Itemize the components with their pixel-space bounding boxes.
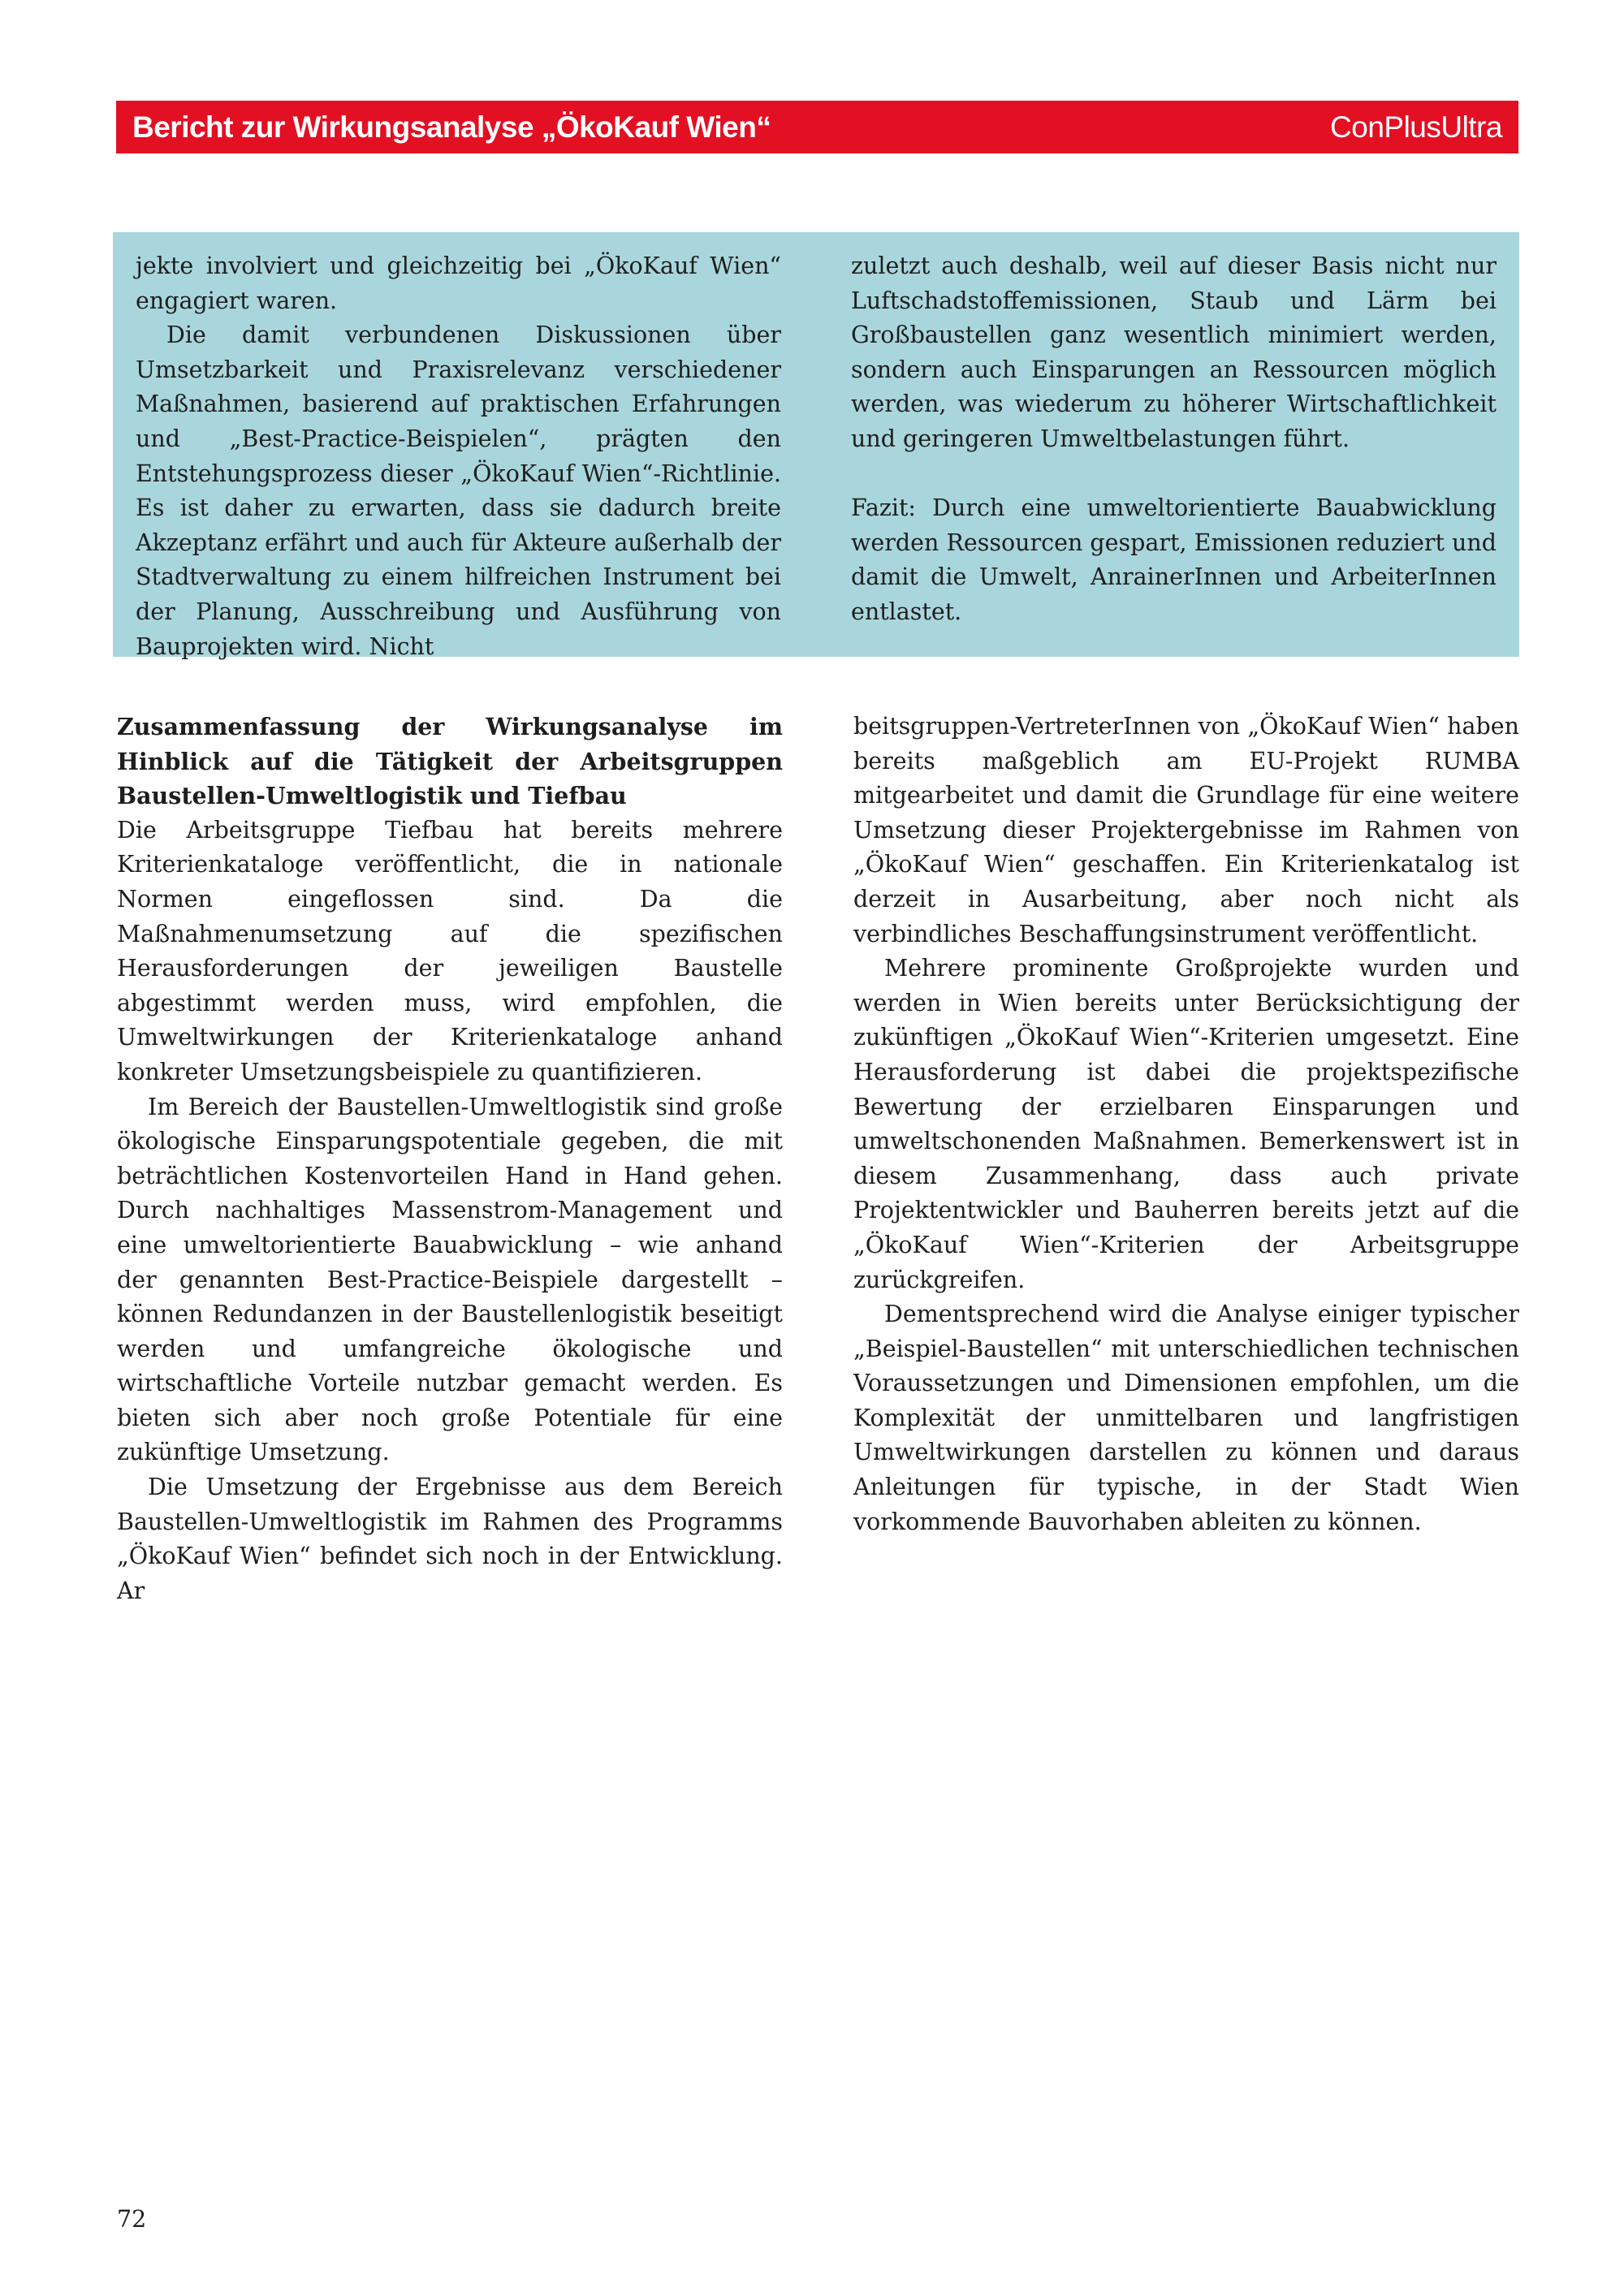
highlight-left-column (136, 249, 781, 664)
paragraph: Mehrere prominente Großprojekte wurden und werden in Wien bereits unter Berücksichtigung der zukünftigen „ÖkoKauf Wien“-Kriterien umgesetzt. Eine Herausforderung ist dabei die projektspezifische Bewertung der erzielbaren Einsparungen und umweltschonenden Maßnahmen. Bemerkenswert ist in diesem Zusammenhang, dass auch private Projektentwickler und Bauherren bereits jetzt auf die „ÖkoKauf Wien“-Kriterien der Arbeitsgruppe zurückgreifen. (853, 955, 1519, 1293)
paragraph: Dementsprechend wird die Analyse einiger typischer „Beispiel-Baustellen“ mit unterschiedlichen technischen Voraussetzungen und Dimensionen empfohlen, um die Komplexität der unmittelbaren und langfristigen Umweltwirkungen darstellen zu können und daraus Anleitungen für typische, in der Stadt Wien vorkommende Bauvorhaben ableiten zu können. (853, 1301, 1519, 1535)
report-title: Bericht zur Wirkungsanalyse „ÖkoKauf Wien“ (132, 110, 771, 144)
brand-name: ConPlusUltra (1330, 110, 1502, 144)
highlight-right-column (851, 249, 1497, 630)
paragraph: Im Bereich der Baustellen-Umweltlogistik sind große ökologische Einsparungspotentiale gegeben, die mit beträchtlichen Kostenvorteilen Hand in Hand gehen. Durch nachhaltiges Massenstrom-Management und eine umweltorientierte Bauabwicklung – wie anhand der genannten Best-Practice-Beispiele dargestellt – können Redundanzen in der Baustellenlogistik beseitigt werden und umfangreiche ökologische und wirtschaftliche Vorteile nutzbar gemacht werden. Es bieten sich aber noch große Potentiale für eine zukünftige Umsetzung. (117, 1093, 783, 1466)
paragraph: zuletzt auch deshalb, weil auf dieser Basis nicht nur Luftschadstoffemissionen, Staub und Lärm bei Großbaustellen ganz wesentlich minimiert werden, sondern auch Einsparungen an Ressourcen möglich werden, was wiederum zu höherer Wirtschaftlichkeit und geringeren Umweltbelastungen führt. (851, 252, 1497, 452)
page-number: 72 (117, 2206, 147, 2233)
paragraph: Die Umsetzung der Ergebnisse aus dem Bereich Baustellen-Umweltlogistik im Rahmen des Programms „ÖkoKauf Wien“ befindet sich noch in der Entwicklung. Ar (117, 1474, 783, 1604)
conclusion-paragraph: Fazit: Durch eine umweltorientierte Bauabwicklung werden Ressourcen gespart, Emissionen reduziert und damit die Umwelt, AnrainerInnen und ArbeiterInnen entlastet. (851, 494, 1497, 625)
paragraph: Die damit verbundenen Diskussionen über Umsetzbarkeit und Praxisrelevanz verschiedener Maßnahmen, basierend auf praktischen Erfahrungen und „Best-Practice-Beispielen“, prägten den Entstehungsprozess dieser „ÖkoKauf Wien“-Richtlinie. Es ist daher zu erwarten, dass sie dadurch breite Akzeptanz erfährt und auch für Akteure außerhalb der Stadtverwaltung zu einem hilfreichen Instrument bei der Planung, Ausschreibung und Ausführung von Bauprojekten wird. Nicht (136, 322, 781, 660)
paragraph: Die Arbeitsgruppe Tiefbau hat bereits mehrere Kriterienkataloge veröffentlicht, die in nationale Normen eingeflossen sind. Da die Maßnahmenumsetzung auf die spezifischen Herausforderungen der jeweiligen Baustelle abgestimmt werden muss, wird empfohlen, die Umweltwirkungen der Kriterienkataloge anhand konkreter Umsetzungsbeispiele zu quantifizieren. (117, 816, 783, 1085)
paragraph: beitsgruppen-VertreterInnen von „ÖkoKauf Wien“ haben bereits maßgeblich am EU-Projekt RUMBA mitgearbeitet und damit die Grundlage für eine weitere Umsetzung dieser Projektergebnisse im Rahmen von „ÖkoKauf Wien“ geschaffen. Ein Kriterienkatalog ist derzeit in Ausarbeitung, aber noch nicht als verbindliches Beschaffungsinstrument veröffentlicht. (853, 713, 1519, 947)
paragraph: jekte involviert und gleichzeitig bei „ÖkoKauf Wien“ engagiert waren. (136, 252, 781, 314)
main-right-column (853, 710, 1519, 1539)
main-left-column (117, 710, 783, 1608)
page-header-bar (116, 101, 1518, 153)
section-heading: Zusammenfassung der Wirkungsanalyse im Hinblick auf die Tätigkeit der Arbeitsgruppen Baustellen-Umweltlogistik und Tiefbau (117, 713, 783, 810)
